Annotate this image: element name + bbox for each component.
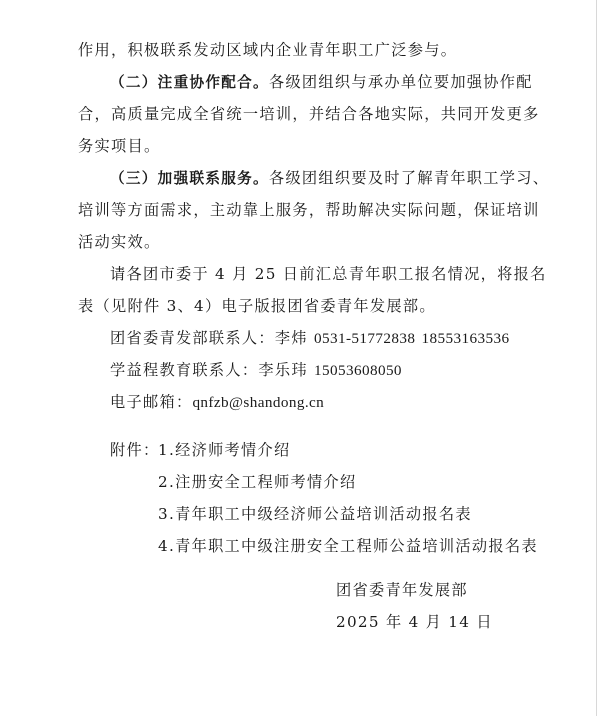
attachment-item: 2.注册安全工程师考情介绍 xyxy=(158,473,357,491)
contact-name: 李乐玮 xyxy=(258,361,308,379)
contact-name: 李炜 xyxy=(274,329,308,347)
contact-phone: 15053608050 xyxy=(314,362,402,379)
paragraph-line xyxy=(110,168,549,189)
paragraph-line: 务实项目。 xyxy=(78,137,161,155)
paragraph-line: 培训等方面需求，主动靠上服务，帮助解决实际问题，保证培训 xyxy=(78,201,540,219)
paragraph-line: 活动实效。 xyxy=(78,233,161,251)
contact-line-xueyi xyxy=(110,360,402,381)
paragraph-line: 合，高质量完成全省统一培训，并结合各地实际，共同开发更多 xyxy=(78,105,540,123)
paragraph-line: 表（见附件 3、4）电子版报团省委青年发展部。 xyxy=(78,297,436,315)
contact-line-email xyxy=(110,392,324,413)
paragraph-text: 各级团组织要及时了解青年职工学习、 xyxy=(268,169,550,187)
paragraph-line: 请各团市委于 4 月 25 日前汇总青年职工报名情况，将报名 xyxy=(110,265,547,283)
contact-label: 学益程教育联系人： xyxy=(110,361,259,379)
email-label: 电子邮箱： xyxy=(110,393,193,411)
contact-label: 团省委青发部联系人： xyxy=(110,329,275,347)
contact-phone: 0531-51772838 xyxy=(314,330,416,347)
paragraph-line: 作用，积极联系发动区域内企业青年职工广泛参与。 xyxy=(78,41,458,59)
contact-line-youth-dept xyxy=(110,328,509,349)
attachment-item: 1.经济师考情介绍 xyxy=(158,441,291,459)
paragraph-text: 各级团组织与承办单位要加强协作配 xyxy=(268,73,533,91)
attachment-item: 3.青年职工中级经济师公益培训活动报名表 xyxy=(158,505,472,523)
section-heading: （三）加强联系服务。 xyxy=(110,170,269,187)
contact-phone: 18553163536 xyxy=(421,330,510,347)
signature-date: 2025 年 4 月 14 日 xyxy=(336,613,493,631)
email-address: qnfzb@shandong.cn xyxy=(192,394,325,411)
attachment-item: 4.青年职工中级注册安全工程师公益培训活动报名表 xyxy=(158,537,538,555)
paragraph-line xyxy=(110,72,533,93)
page-edge xyxy=(596,0,597,716)
section-heading: （二）注重协作配合。 xyxy=(110,74,269,91)
attachment-label: 附件： xyxy=(110,441,160,459)
signature-org: 团省委青年发展部 xyxy=(336,581,468,599)
